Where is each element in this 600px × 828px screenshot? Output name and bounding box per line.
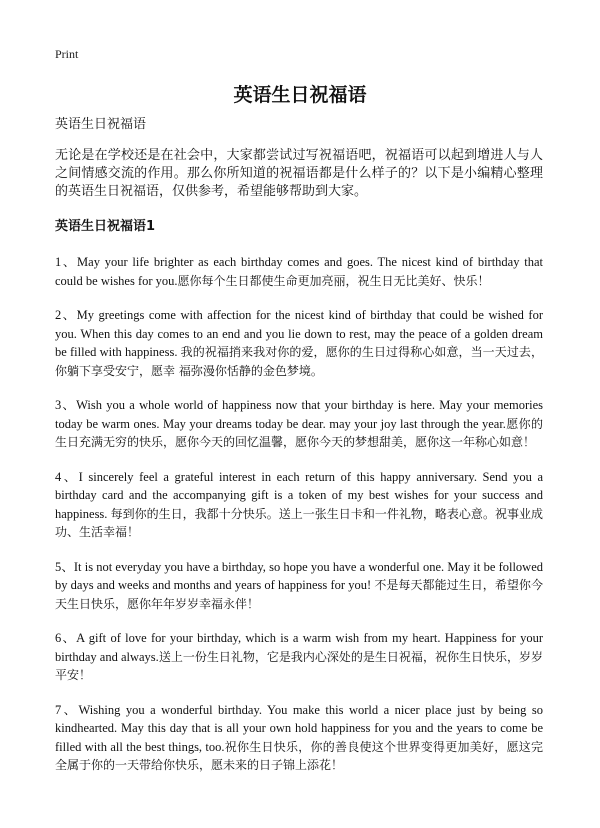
wish-chinese: 送上一份生日礼物，它是我内心深处的是生日祝福，祝你生日快乐，岁岁平安！ (55, 649, 543, 682)
wish-english: 2、My greetings come with affection for the nicest kind of birthday that could be wished for you. When this day comes to an end and you lie down to rest, may the peace of a golden dream be filled with happiness. (55, 308, 543, 359)
wish-english: 7、Wishing you a wonderful birthday. You make this world a nicer place just by being so kindhearted. May this day that is all your own hold happiness for you and the years to come be filled with all the best things, too. (55, 702, 543, 754)
wish-english: 5、It is not everyday you have a birthday, so hope you have a wonderful one. May it be followed by days and weeks and months and years of happiness for you! (55, 559, 543, 592)
wish-chinese: 不是每天都能过生日，希望你今天生日快乐，愿你年年岁岁幸福永伴！ (55, 578, 543, 611)
wish-item-1 (55, 253, 543, 290)
page-title: 英语生日祝福语 (233, 84, 367, 106)
article-subtitle: 英语生日祝福语 (55, 117, 147, 132)
print-link[interactable]: Print (55, 47, 79, 61)
section-heading: 英语生日祝福语1 (55, 219, 156, 234)
wish-chinese: 每到你的生日，我都十分快乐。送上一张生日卡和一件礼物，略表心意。祝事业成功、生活幸福！ (55, 506, 543, 539)
wish-english: 4、I sincerely feel a grateful interest in each return of this happy anniversary. Send you a birthday card and the accompanying gift is a token of my best wishes for your success and happiness. (55, 469, 543, 521)
wish-english: 1、May your life brighter as each birthday comes and goes. The nicest kind of birthday that could be wishes for you. (55, 255, 543, 288)
wish-english: 6、A gift of love for your birthday, which is a warm wish from my heart. Happiness for your birthday and always. (55, 631, 543, 664)
wish-chinese: 我的祝福捎来我对你的爱，愿你的生日过得称心如意，当一天过去，你躺下享受安宁，愿幸 福弥漫你恬静的金色梦境。 (55, 345, 544, 378)
wish-english: 3、Wish you a whole world of happiness now that your birthday is here. May your memories today be warm ones. May your dreams today be dear. may your joy last through the year. (55, 398, 543, 431)
article-body (55, 116, 543, 791)
wish-item-2 (55, 306, 543, 380)
wish-chinese: 愿你每个生日都使生命更加亮丽，祝生日无比美好、快乐！ (177, 273, 490, 288)
intro-paragraph: 无论是在学校还是在社会中，大家都尝试过写祝福语吧，祝福语可以起到增进人与人之间情感交流的作用。那么你所知道的祝福语都是什么样子的？以下是小编精心整理的英语生日祝福语，仅供参考，希望能够帮助到大家。 (55, 148, 543, 199)
wish-item-5 (55, 558, 543, 614)
wish-item-3 (55, 396, 543, 452)
wish-item-6 (55, 629, 543, 685)
wish-item-7 (55, 701, 543, 775)
wish-chinese: 祝你生日快乐，你的善良使这个世界变得更加美好，愿这完全属于你的一天带给你快乐，愿未来的日子锦上添花！ (55, 739, 543, 772)
wish-item-4 (55, 468, 543, 542)
wish-chinese: 愿你的生日充满无穷的快乐，愿你今天的回忆温馨，愿你今天的梦想甜美，愿你这一年称心如意！ (55, 416, 543, 449)
